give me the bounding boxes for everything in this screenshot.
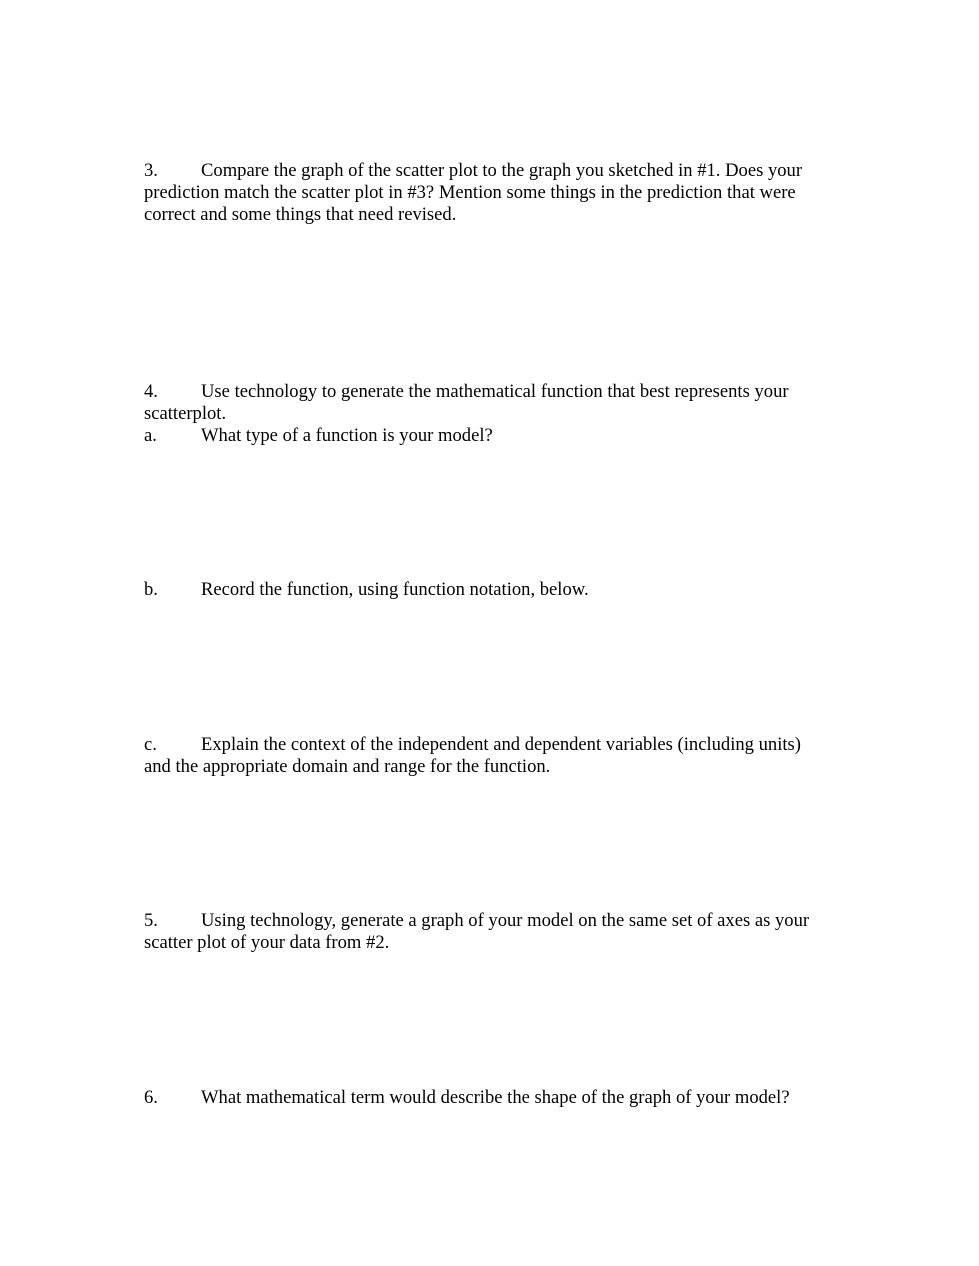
question-4b [144, 579, 844, 601]
question-4-line-2: scatterplot. [144, 403, 227, 424]
question-6 [144, 1087, 844, 1109]
question-4c-label: c. [144, 734, 157, 755]
question-5: 5. Using technology, generate a graph of your model on the same set of axes as your scatter plot of your data from #2. [144, 910, 844, 954]
question-4c: c. Explain the context of the independent and dependent variables (including units) and the appropriate domain and range for the function. [144, 734, 844, 778]
question-4a-text: What type of a function is your model? [201, 425, 493, 446]
question-3-line-2: prediction match the scatter plot in #3? Mention some things in the prediction that were [144, 182, 796, 203]
question-5-line-2: scatter plot of your data from #2. [144, 932, 390, 953]
question-4c-line-2: and the appropriate domain and range for the function. [144, 756, 551, 777]
question-3 [144, 160, 844, 226]
question-4a [144, 425, 844, 447]
question-4b-label: b. [144, 579, 158, 600]
question-4 [144, 381, 844, 447]
question-4a-label: a. [144, 425, 157, 446]
question-3-line-1: 3. Compare the graph of the scatter plot to the graph you sketched in #1. Does your [144, 160, 803, 181]
question-4-number: 4. [144, 381, 158, 402]
question-5-number: 5. [144, 910, 158, 931]
question-6-number: 6. [144, 1087, 158, 1108]
question-6-text: What mathematical term would describe the shape of the graph of your model? [201, 1087, 790, 1108]
question-3-number: 3. [144, 160, 158, 181]
question-4-line-1: 4. Use technology to generate the mathematical function that best represents your [144, 381, 789, 402]
question-3-line-3: correct and some things that need revised. [144, 204, 457, 225]
question-4b-text: Record the function, using function notation, below. [201, 579, 589, 600]
